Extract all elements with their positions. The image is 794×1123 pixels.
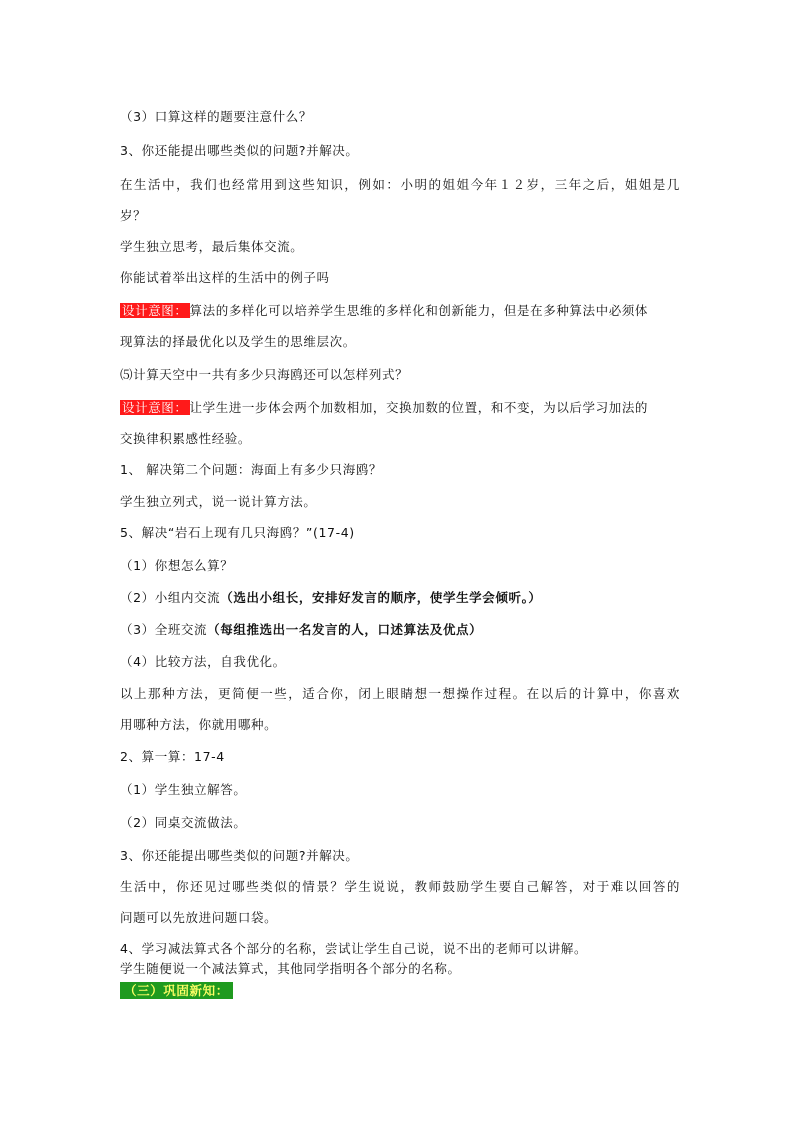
emphasis-text: （选出小组长，安排好发言的顺序，使学生学会倾听。） [220,590,542,605]
paragraph: 岁？ [120,208,147,223]
paragraph: 4、学习减法算式各个部分的名称，尝试让学生自己说，说不出的老师可以讲解。 [120,941,588,956]
paragraph [120,622,680,638]
paragraph: ⑸计算天空中一共有多少只海鸥还可以怎样列式？ [120,367,409,382]
paragraph: 3、你还能提出哪些类似的问题?并解决。 [120,143,359,158]
paragraph: 用哪种方法，你就用哪种。 [120,717,278,732]
paragraph: 在生活中，我们也经常用到这些知识，例如：小明的姐姐今年１２岁，三年之后，姐姐是几 [120,177,680,192]
paragraph: （1）你想怎么算？ [120,558,234,573]
paragraph [120,590,680,606]
paragraph-text: 让学生进一步体会两个加数相加，交换加数的位置，和不变，为以后学习加法的 [189,400,649,415]
paragraph-text: （2）小组内交流 [120,590,221,605]
paragraph: 2、算一算：17-4 [120,749,225,764]
paragraph: 生活中，你还见过哪些类似的情景？学生说说，教师鼓励学生要自己解答，对于难以回答的 [120,879,680,894]
paragraph: 你能试着举出这样的生活中的例子吗 [120,270,330,285]
paragraph: 交换律积累感性经验。 [120,431,252,446]
paragraph: 学生独立列式，说一说计算方法。 [120,494,317,509]
paragraph-text: （3）全班交流 [120,622,208,637]
paragraph: 学生随便说一个减法算式，其他同学指明各个部分的名称。 [120,961,461,976]
paragraph: 问题可以先放进问题口袋。 [120,910,278,925]
paragraph: （3）口算这样的题要注意什么？ [120,109,312,124]
paragraph: 以上那种方法，更简便一些，适合你，闭上眼睛想一想操作过程。在以后的计算中，你喜欢 [120,686,680,701]
design-intent-tag: 设计意图： [122,400,188,415]
section-heading [120,983,680,999]
paragraph: 学生独立思考，最后集体交流。 [120,239,304,254]
paragraph: 1、 解决第二个问题：海面上有多少只海鸥？ [120,462,383,477]
paragraph: （2）同桌交流做法。 [120,815,247,830]
paragraph [120,303,680,319]
paragraph: 3、你还能提出哪些类似的问题?并解决。 [120,848,359,863]
design-intent-tag: 设计意图： [122,303,188,318]
paragraph [120,400,680,416]
paragraph-text: 算法的多样化可以培养学生思维的多样化和创新能力，但是在多种算法中必须体 [189,303,649,318]
paragraph: （4）比较方法，自我优化。 [120,654,286,669]
emphasis-text: （每组推选出一名发言的人，口述算法及优点） [207,622,483,637]
paragraph: 现算法的择最优化以及学生的思维层次。 [120,334,356,349]
paragraph: 5、解决“岩石上现有几只海鸥？”(17-4) [120,525,355,540]
paragraph: （1）学生独立解答。 [120,782,247,797]
section-tag: （三）巩固新知： [120,982,233,999]
